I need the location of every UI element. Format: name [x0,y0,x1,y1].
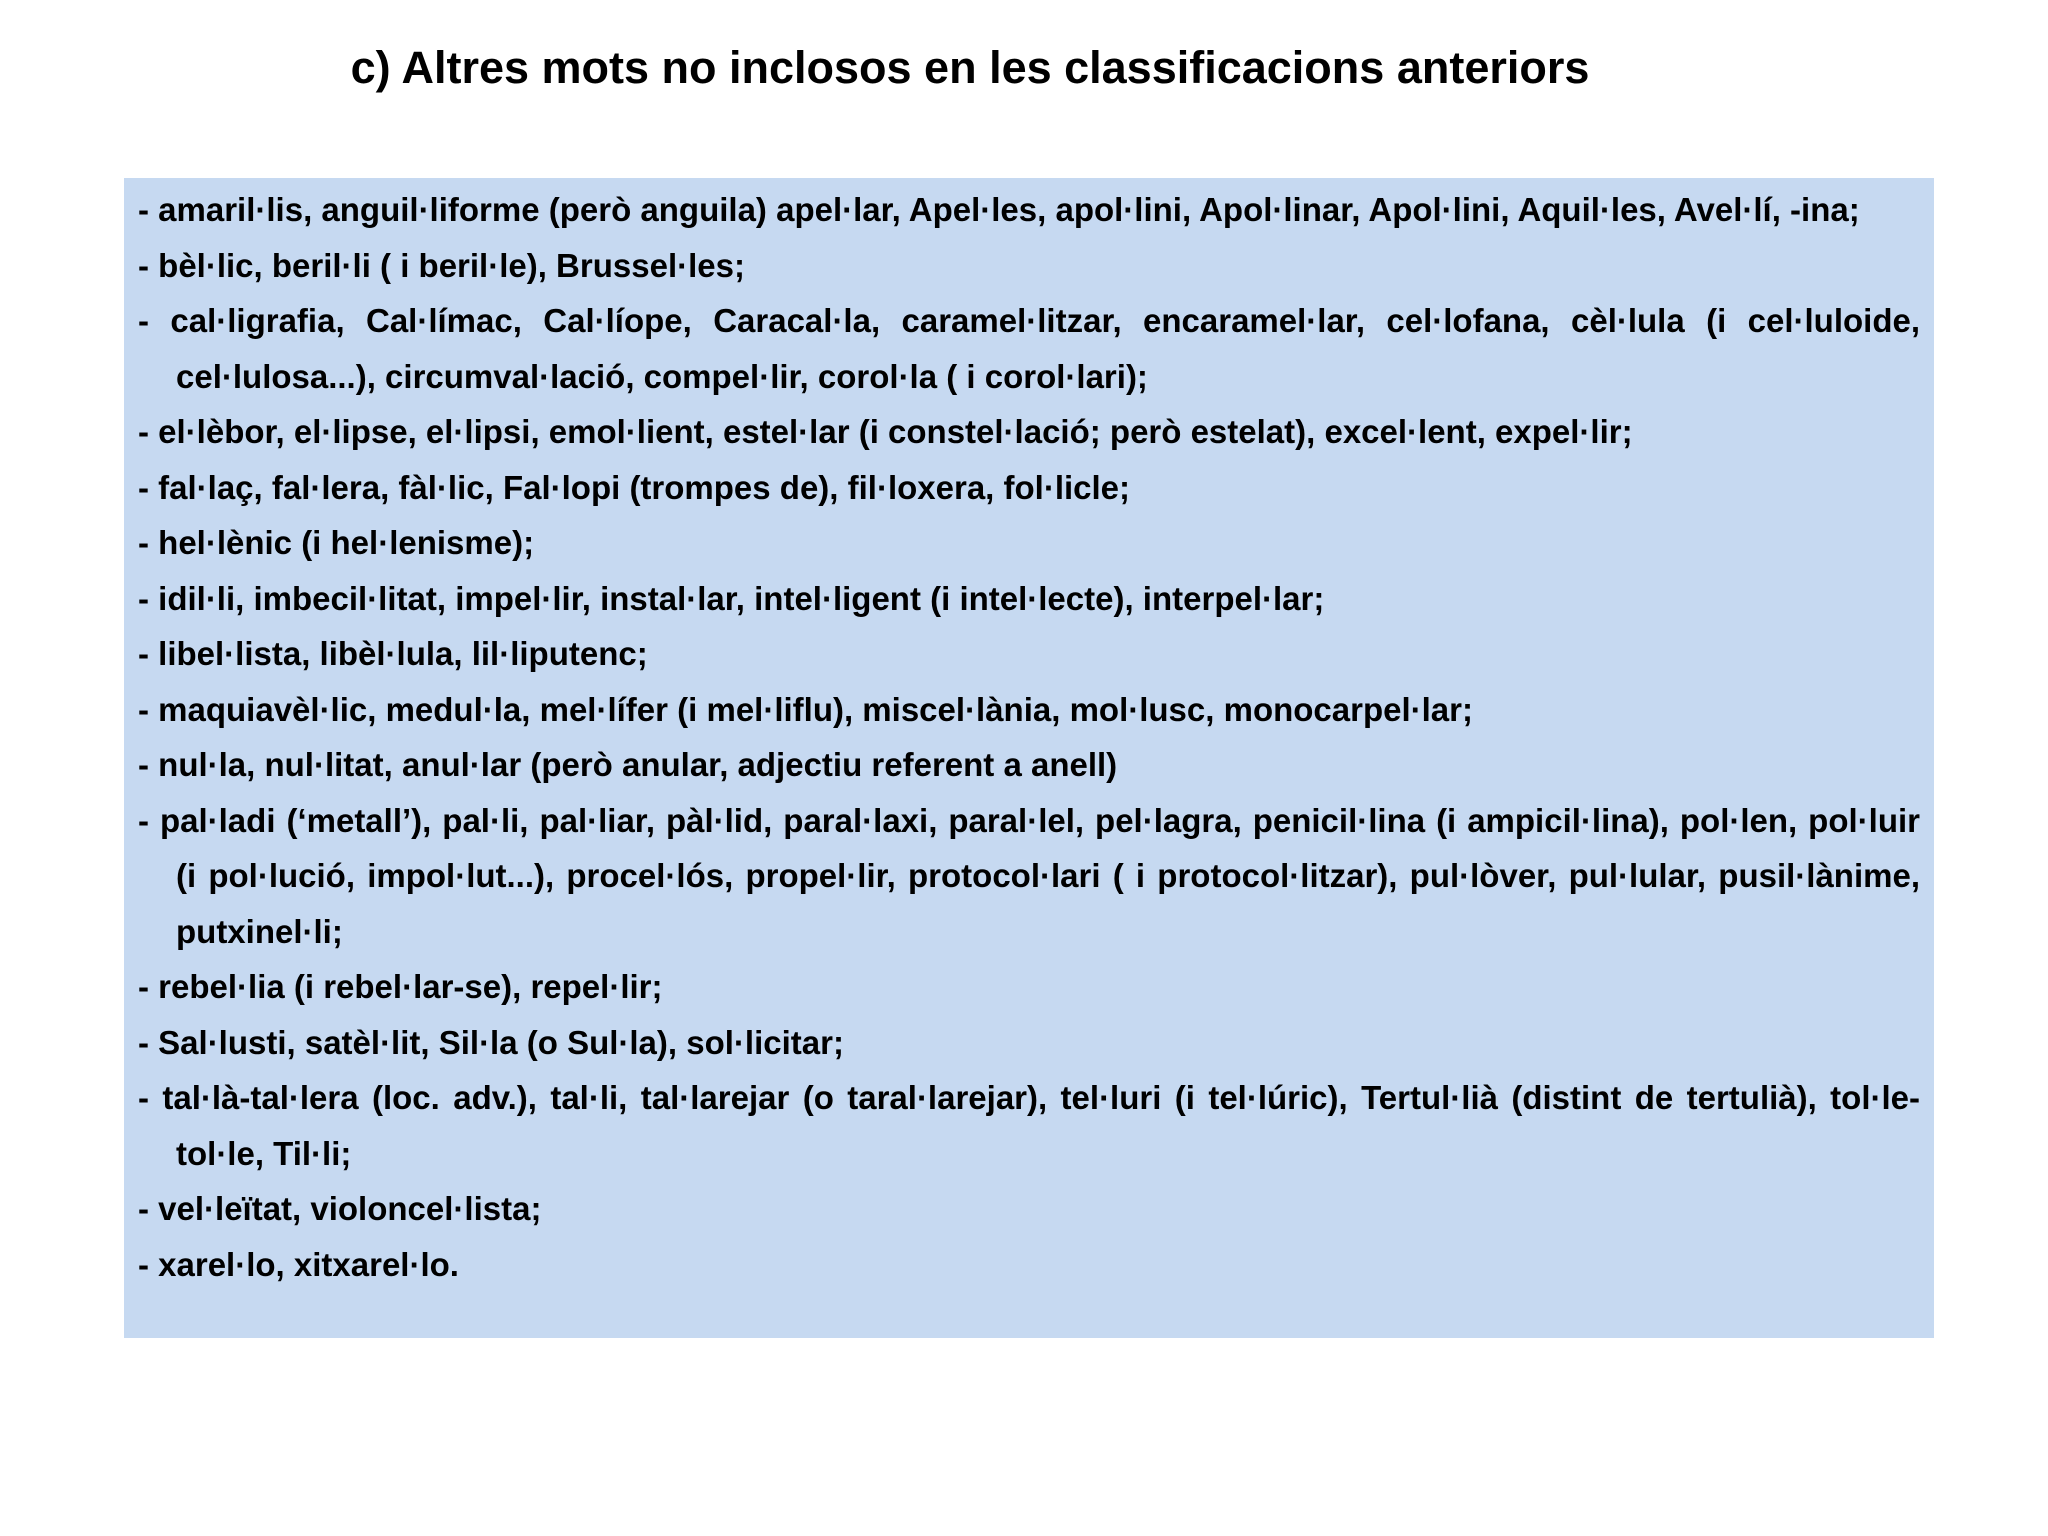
word-list-box [124,178,1934,1338]
list-item-p: - pal·ladi (‘metall’), pal·li, pal·liar, pàl·lid, paral·laxi, paral·lel, pel·lagra, penicil·lina (i ampicil·lina), pol·len, pol·luir (i pol·lució, impol·lut...), procel·lós, propel·lir, protocol·lari ( i protocol·litzar), pul·lòver, pul·lular, pusil·lànime, putxinel·li; [138,801,1920,950]
list-item-c: - cal·ligrafia, Cal·límac, Cal·líope, Caracal·la, caramel·litzar, encaramel·lar, cel·lofana, cèl·lula (i cel·luloide, cel·lulosa...), circumval·lació, compel·lir, corol·la ( i corol·lari); [138,302,1920,395]
list-item-a: - amaril·lis, anguil·liforme (però anguila) apel·lar, Apel·les, apol·lini, Apol·linar, Apol·lini, Aquil·les, Avel·lí, -ina; [138,191,1860,228]
list-item-i: - idil·li, imbecil·litat, impel·lir, instal·lar, intel·ligent (i intel·lecte), interpel·lar; [138,579,1325,617]
list-item-b: - bèl·lic, beril·li ( i beril·le), Brussel·les; [138,246,745,284]
list-item-t: - tal·là-tal·lera (loc. adv.), tal·li, tal·larejar (o taral·larejar), tel·luri (i tel·lúric), Tertul·lià (distint de tertulià), tol·le-tol·le, Til·li; [138,1079,1920,1172]
list-item-h: - hel·lènic (i hel·lenisme); [138,524,535,561]
slide-title: c) Altres mots no inclosos en les classificacions anteriors [350,42,1590,93]
list-item-v: - vel·leïtat, violoncel·lista; [138,1190,542,1227]
list-item-l: - libel·lista, libèl·lula, lil·liputenc; [138,635,648,672]
list-item-s: - Sal·lusti, satèl·lit, Sil·la (o Sul·la), sol·licitar; [138,1023,844,1061]
list-item-m: - maquiavèl·lic, medul·la, mel·lífer (i mel·liflu), miscel·lània, mol·lusc, monocarpel·lar; [138,690,1473,728]
list-item-f: - fal·laç, fal·lera, fàl·lic, Fal·lopi (trompes de), fil·loxera, fol·licle; [138,468,1131,506]
list-item-x: - xarel·lo, xitxarel·lo. [138,1245,459,1283]
list-item-e: - el·lèbor, el·lipse, el·lipsi, emol·lient, estel·lar (i constel·lació; però estelat), excel·lent, expel·lir; [138,413,1633,450]
list-item-n: - nul·la, nul·litat, anul·lar (però anular, adjectiu referent a anell) [138,746,1118,783]
list-item-r: - rebel·lia (i rebel·lar-se), repel·lir; [138,968,663,1005]
